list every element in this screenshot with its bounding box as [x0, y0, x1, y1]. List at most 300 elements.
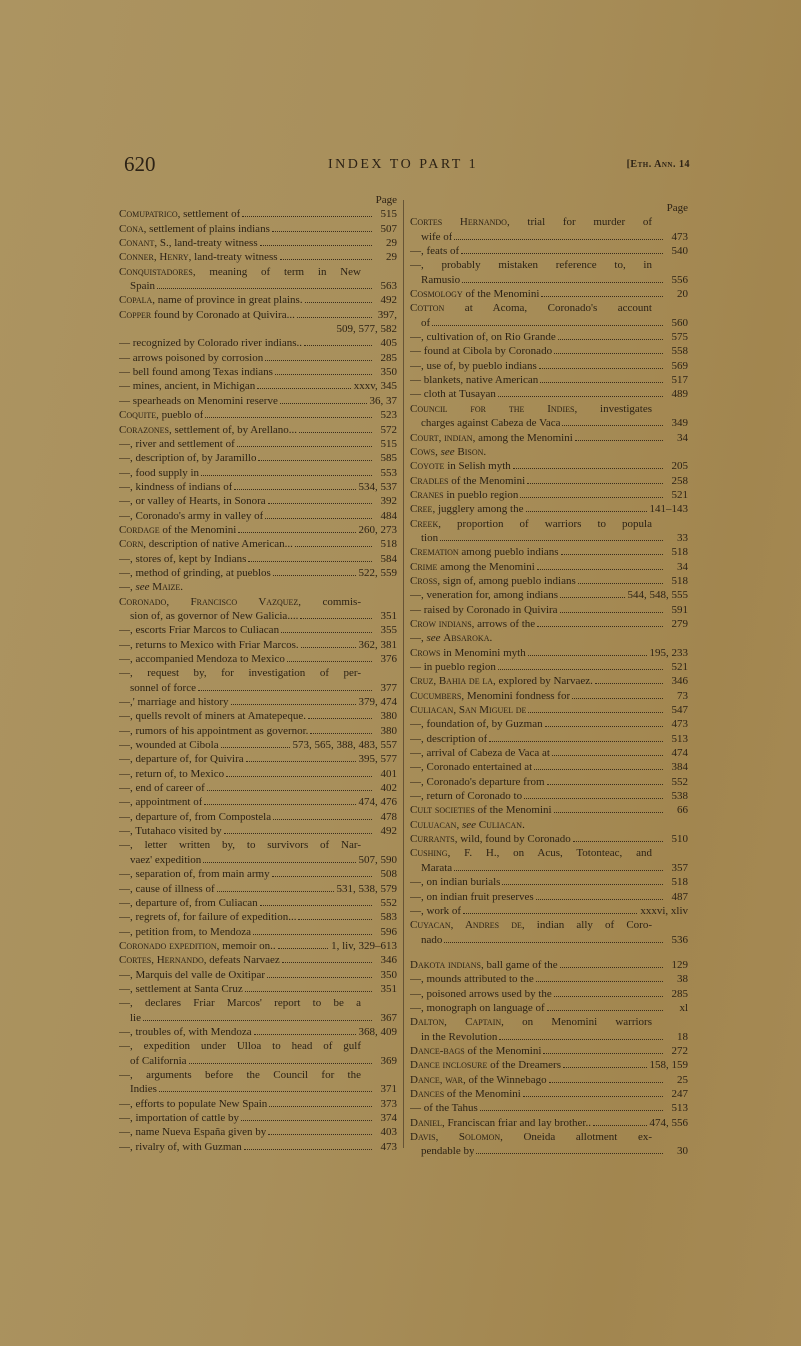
entry-text: — found at Cibola by Coronado [410, 345, 553, 358]
dot-leader [238, 532, 355, 533]
page-reference: 518 [671, 574, 688, 587]
entry-line [119, 293, 397, 307]
index-entry [410, 732, 688, 746]
entry-line [119, 437, 397, 451]
entry-heading: Cranes [410, 488, 444, 501]
entry-line [410, 1087, 688, 1101]
entry-label [410, 387, 496, 401]
entry-text: —, description of [410, 732, 488, 745]
page-reference: 584 [380, 552, 397, 565]
entry-label [119, 408, 203, 422]
entry-line [410, 244, 688, 258]
page-reference: 368, 409 [358, 1025, 397, 1038]
entry-text: —, return of, to Mexico [119, 767, 225, 780]
entry-continuation: in the Revolution [421, 1030, 498, 1043]
entry-label [119, 695, 229, 709]
entry-heading: Cona [119, 222, 144, 235]
entry-heading: Cortes Hernando [410, 216, 507, 229]
index-entry [410, 631, 688, 645]
entry-line [410, 502, 688, 516]
entry-line [410, 301, 688, 315]
entry-label [410, 904, 461, 918]
page-reference: 369 [380, 1054, 397, 1067]
page-reference: xl [679, 1001, 688, 1014]
page-reference: 367 [380, 1011, 397, 1024]
entry-continuation: pendable by [421, 1145, 475, 1158]
index-entry [119, 394, 397, 408]
entry-text: , [435, 445, 441, 458]
page-reference: 247 [671, 1087, 688, 1100]
entry-text: —, returns to Mexico with Friar Marcos. [119, 638, 299, 651]
entry-label [119, 652, 285, 666]
entry-label [119, 767, 224, 781]
entry-text: , Franciscan friar and lay brother.. [441, 1116, 591, 1129]
entry-line [410, 1044, 688, 1058]
index-entry [119, 537, 397, 551]
entry-label [410, 689, 570, 703]
entry-label [119, 308, 295, 322]
index-entry [119, 838, 397, 867]
page-reference: 29 [386, 237, 397, 250]
dot-leader [217, 891, 334, 892]
entry-heading: Cosmology [410, 288, 463, 301]
page-reference: 522, 559 [358, 566, 397, 579]
entry-label [410, 646, 526, 660]
entry-line [410, 958, 688, 972]
entry-line [410, 1015, 688, 1029]
entry-text: , defeats Narvaez [203, 954, 280, 967]
dot-leader [463, 913, 637, 914]
entry-label [119, 236, 258, 250]
entry-text: —, efforts to populate New Spain [119, 1097, 268, 1110]
entry-text: —, feats of [410, 245, 460, 258]
dot-leader [310, 733, 372, 734]
entry-label [410, 244, 459, 258]
entry-heading: Cree, [410, 503, 436, 516]
page-reference: 487 [671, 890, 688, 903]
dot-leader [248, 561, 372, 562]
page-reference: 195, 233 [649, 646, 688, 659]
entry-line [410, 1130, 688, 1144]
dot-leader [242, 216, 372, 217]
entry-heading: Cruz, Bahia de la [410, 675, 493, 688]
dot-leader [268, 503, 372, 504]
entry-label [410, 445, 486, 459]
entry-heading: Coronado expedition [119, 939, 217, 952]
dot-leader [528, 655, 647, 656]
entry-line [410, 1073, 688, 1087]
entry-line [410, 488, 688, 502]
entry-line [119, 838, 397, 852]
page-reference: 474, 476 [358, 796, 397, 809]
entry-line [410, 330, 688, 344]
entry-text: among pueblo indians [458, 546, 559, 559]
index-entry [119, 781, 397, 795]
index-entry [410, 488, 688, 502]
dot-leader [572, 698, 663, 699]
entry-heading: Dakota indians [410, 958, 481, 971]
entry-label [119, 1097, 267, 1111]
entry-text: of the Menomini [462, 288, 540, 301]
entry-label [410, 1087, 521, 1101]
dot-leader [502, 884, 663, 885]
entry-text: , pueblo of [156, 409, 204, 422]
entry-text: , memoir on.. [216, 939, 276, 952]
entry-label [410, 474, 525, 488]
dot-leader [280, 259, 372, 260]
entry-text: —, probably mistaken reference to, in [410, 259, 652, 272]
entry-text: —, [119, 581, 136, 594]
entry-line [119, 882, 397, 896]
dot-leader [224, 833, 372, 834]
entry-label [410, 617, 535, 631]
entry-heading: Corazones [119, 423, 170, 436]
dot-leader [308, 718, 372, 719]
page-reference: 1, liv, 329–613 [331, 939, 397, 952]
entry-label [119, 939, 276, 953]
entry-text: —, settlement at Santa Cruz [119, 982, 243, 995]
page-reference: 158, 159 [649, 1059, 688, 1072]
index-entry [410, 545, 688, 559]
entry-text: in pueblo region [443, 488, 519, 501]
see-label: see [461, 818, 476, 831]
entry-label [410, 1044, 541, 1058]
entry-text: in Menomini myth [440, 646, 526, 659]
entry-continuation: vaez' expedition [130, 853, 202, 866]
index-entry [119, 638, 397, 652]
index-entry [119, 566, 397, 580]
index-entry [119, 896, 397, 910]
entry-line [410, 1030, 688, 1044]
cross-reference: Culiacan. [478, 818, 525, 831]
entry-label [410, 287, 539, 301]
index-entry [410, 1087, 688, 1101]
entry-heading: Cucumbers [410, 689, 462, 702]
entry-heading: Conquistadores [119, 265, 193, 278]
entry-text: — blankets, native American [410, 374, 539, 387]
entry-label [119, 1140, 242, 1154]
entry-label [410, 775, 545, 789]
entry-text: , ball game of the [480, 958, 558, 971]
entry-label [410, 631, 492, 645]
entry-line [119, 968, 397, 982]
index-entry [119, 308, 397, 337]
page-reference: 585 [380, 452, 397, 465]
entry-label [410, 703, 526, 717]
dot-leader [203, 862, 355, 863]
entry-label [410, 803, 552, 817]
dot-leader [300, 618, 372, 619]
dot-leader [528, 712, 663, 713]
page-reference: 395, 577 [358, 753, 397, 766]
dot-leader [245, 991, 372, 992]
entry-label [410, 958, 558, 972]
entry-line [119, 724, 397, 738]
entry-line [119, 236, 397, 250]
dot-leader [257, 388, 350, 389]
entry-line [119, 752, 397, 766]
page-reference: xxxvi, xliv [640, 904, 688, 917]
dot-leader [549, 1082, 663, 1083]
page-reference: 285 [380, 351, 397, 364]
dot-leader [561, 554, 663, 555]
entry-heading: Copper [119, 308, 152, 321]
entry-continuation: lie [130, 1011, 141, 1024]
entry-line [119, 408, 397, 422]
entry-line [410, 689, 688, 703]
entry-text: , land-treaty witness [188, 251, 278, 264]
page-reference: 272 [671, 1044, 688, 1057]
entry-text: —, Marquis del valle de Oxitipar [119, 968, 266, 981]
page-reference: 362, 381 [358, 638, 397, 651]
index-entry [410, 918, 688, 947]
entry-line [410, 674, 688, 688]
page-reference: 33 [677, 531, 688, 544]
entry-label [410, 972, 534, 986]
page-reference: 403 [380, 1126, 397, 1139]
page-reference: 478 [380, 810, 397, 823]
entry-label [410, 588, 558, 602]
index-entry [119, 1025, 397, 1039]
entry-text: , explored by Narvaez. [493, 675, 593, 688]
entry-continuation: of California [130, 1054, 187, 1067]
dot-leader [595, 683, 663, 684]
entry-line [119, 1054, 397, 1068]
index-entry [119, 437, 397, 451]
entry-line [119, 466, 397, 480]
page-reference: 66 [677, 804, 688, 817]
index-entry [410, 660, 688, 674]
dot-leader [527, 483, 663, 484]
entry-label [119, 1111, 239, 1125]
entry-text: , investigates [574, 402, 652, 415]
page-reference: 129 [671, 958, 688, 971]
entry-label [119, 867, 270, 881]
page-reference: 544, 548, 555 [627, 589, 688, 602]
entry-line [410, 775, 688, 789]
entry-label [119, 394, 278, 408]
entry-line [119, 638, 397, 652]
dot-leader [547, 1010, 663, 1011]
page-reference: 492 [380, 294, 397, 307]
index-entry [410, 803, 688, 817]
entry-text: —, kindness of indians of [119, 480, 233, 493]
entry-text: — recognized by Colorado river indians.. [119, 337, 302, 350]
entry-heading: Coquite [119, 409, 157, 422]
page-reference: 484 [380, 509, 397, 522]
page-column-label: Page [375, 194, 397, 206]
entry-line [119, 207, 397, 221]
entry-line [410, 760, 688, 774]
entry-continuation: wife of [421, 230, 453, 243]
index-entry [410, 301, 688, 330]
entry-label [410, 1058, 561, 1072]
index-entry [410, 459, 688, 473]
entry-text: , on Menomini warriors [501, 1016, 652, 1029]
entry-label [410, 545, 559, 559]
page-reference: 534, 537 [358, 480, 397, 493]
entry-heading: Currants [410, 833, 455, 846]
entry-text: , proportion of warriors to popula [438, 517, 652, 530]
index-entry [119, 810, 397, 824]
page-reference: 474 [671, 747, 688, 760]
page-reference: 473 [380, 1140, 397, 1153]
index-entry [410, 1044, 688, 1058]
index-entry [410, 717, 688, 731]
index-entry [119, 523, 397, 537]
entry-line [119, 781, 397, 795]
entry-label [119, 437, 235, 451]
page-reference: 351 [380, 609, 397, 622]
entry-text: , name of province in great plains. [152, 294, 303, 307]
dot-leader [536, 981, 663, 982]
dot-leader [265, 518, 372, 519]
entry-line [410, 818, 688, 832]
entry-text: of the Winnebago [465, 1073, 547, 1086]
dot-leader [523, 1096, 663, 1097]
entry-line [410, 617, 688, 631]
entry-text: in Selish myth [444, 460, 511, 473]
dot-leader [545, 726, 663, 727]
entry-text: —, or valley of Hearts, in Sonora [119, 495, 266, 508]
index-entry [119, 207, 397, 221]
dot-leader [536, 899, 663, 900]
page-reference: 515 [380, 208, 397, 221]
page-reference: 552 [671, 775, 688, 788]
dot-leader [287, 661, 372, 662]
page-reference: 371 [380, 1083, 397, 1096]
entry-heading: Crows [410, 646, 441, 659]
entry-line [410, 746, 688, 760]
entry-text: —, monograph on language of [410, 1001, 545, 1014]
entry-line [119, 552, 397, 566]
index-entry [410, 387, 688, 401]
page-reference: 563 [380, 280, 397, 293]
index-entry [119, 1111, 397, 1125]
index-entry [119, 423, 397, 437]
entry-label [119, 552, 246, 566]
entry-line [410, 603, 688, 617]
entry-label [410, 818, 525, 832]
entry-text: — raised by Coronado in Quivira [410, 603, 558, 616]
page-reference: 507, 590 [358, 853, 397, 866]
entry-line [119, 394, 397, 408]
dot-leader [189, 1063, 372, 1064]
index-entry [119, 222, 397, 236]
page-reference: 397, [377, 308, 397, 321]
dot-leader [562, 425, 663, 426]
dot-leader [226, 776, 372, 777]
dot-leader [560, 612, 663, 613]
page-reference: 374 [380, 1112, 397, 1124]
page-reference: 531, 538, 579 [336, 882, 397, 895]
page-reference: 36, 37 [369, 394, 397, 407]
entry-line [410, 803, 688, 817]
entry-line [119, 1068, 397, 1082]
dot-leader [461, 253, 663, 254]
entry-line [119, 910, 397, 924]
entry-line [410, 517, 688, 531]
dot-leader [244, 1149, 372, 1150]
index-entry [410, 646, 688, 660]
entry-line [119, 666, 397, 680]
entry-label [119, 925, 251, 939]
dot-leader [159, 1091, 372, 1092]
page-number: 620 [124, 152, 156, 176]
running-title: INDEX TO PART 1 [328, 157, 479, 172]
entry-label [119, 423, 297, 437]
entry-text: —, foundation of, by Guzman [410, 718, 543, 731]
entry-text: —, description of, by Jaramillo [119, 452, 257, 465]
entry-label [410, 789, 522, 803]
entry-text: —, Coronado entertained at [410, 761, 533, 774]
entry-label [410, 660, 496, 674]
dot-leader [480, 1110, 663, 1111]
page-reference: 384 [671, 761, 688, 774]
page-reference: 141–143 [649, 503, 688, 516]
index-entry [410, 474, 688, 488]
entry-label [410, 987, 552, 1001]
page-reference: 205 [671, 460, 688, 473]
entry-text: —, letter written by, to survivors of Nar- [119, 839, 361, 852]
entry-line [410, 431, 688, 445]
entry-label [119, 724, 308, 738]
entry-heading: Creek [410, 517, 439, 530]
entry-text: —, wounded at Cibola [119, 739, 219, 752]
page-reference: 357 [671, 861, 688, 874]
entry-line [410, 846, 688, 860]
page-reference: 34 [677, 560, 688, 573]
index-entry [119, 824, 397, 838]
entry-line [410, 344, 688, 358]
entry-text: , wild, found by Coronado [454, 833, 571, 846]
entry-text: of the Dreamers [487, 1059, 561, 1072]
page-reference: 596 [380, 925, 397, 938]
entry-label [119, 451, 256, 465]
entry-label [119, 709, 306, 723]
index-entry [119, 480, 397, 494]
dot-leader [268, 1134, 372, 1135]
entry-line [410, 387, 688, 401]
page-reference: 473 [671, 230, 688, 243]
index-entry [119, 250, 397, 264]
entry-heading: Cortes, Hernando [119, 954, 204, 967]
entry-text: , F. H., on Acus, Totonteac, and [447, 847, 652, 860]
entry-heading: Dance, war, [410, 1073, 466, 1086]
entry-line [410, 972, 688, 986]
index-entry [119, 236, 397, 250]
dot-leader [304, 345, 372, 346]
dot-leader [593, 1125, 647, 1126]
dot-leader [265, 360, 372, 361]
index-entry [410, 689, 688, 703]
dot-leader [143, 1020, 372, 1021]
page-reference: 513 [671, 1102, 688, 1115]
index-entry [119, 1068, 397, 1097]
entry-text: —, separation of, from main army [119, 868, 270, 881]
entry-line [410, 1101, 688, 1115]
index-entry [119, 451, 397, 465]
entry-label [119, 810, 271, 824]
index-entry [410, 904, 688, 918]
page-reference: 279 [671, 617, 688, 630]
entry-label [410, 344, 552, 358]
entry-label [410, 717, 543, 731]
index-entry [119, 265, 397, 294]
entry-line [410, 904, 688, 918]
entry-line [119, 265, 397, 279]
dot-leader [537, 626, 663, 627]
